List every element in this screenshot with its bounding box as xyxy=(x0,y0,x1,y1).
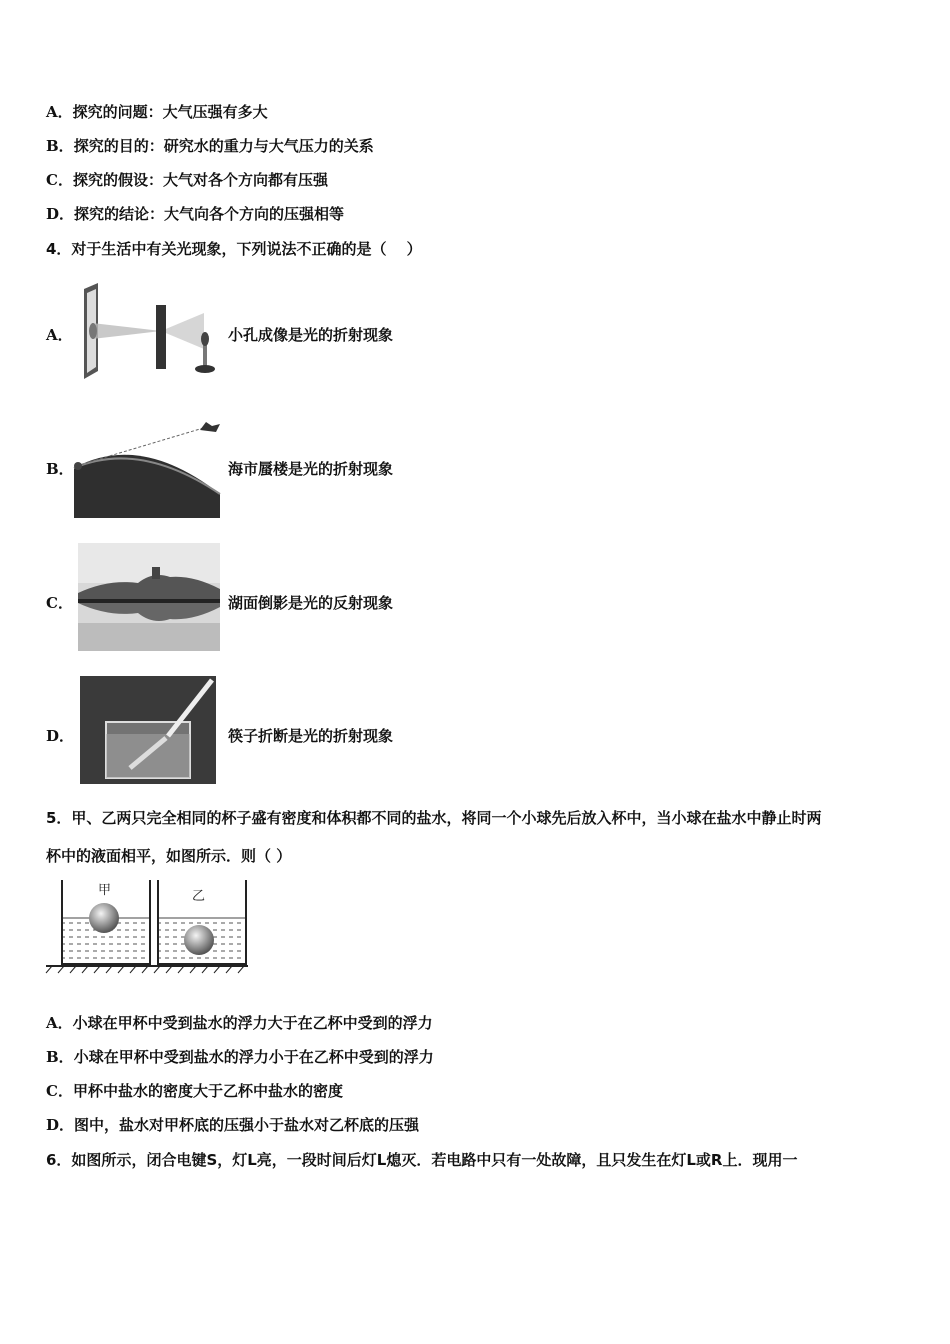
q5-stem-line2: 杯中的液面相平，如图所示．则（ ） xyxy=(46,847,292,865)
q3-option-c xyxy=(46,170,328,190)
water xyxy=(78,623,220,651)
cup-right-label: 乙 xyxy=(192,889,206,904)
option-letter: D． xyxy=(46,1116,75,1134)
option-letter: C． xyxy=(46,171,73,189)
cup-left-label: 甲 xyxy=(98,883,112,898)
q3-option-d xyxy=(46,204,344,224)
option-text: 探究的问题：大气压强有多大 xyxy=(72,103,268,121)
option-text: 小球在甲杯中受到盐水的浮力小于在乙杯中受到的浮力 xyxy=(73,1048,434,1066)
option-text: 探究的目的：研究水的重力与大气压力的关系 xyxy=(73,137,374,155)
pagoda xyxy=(152,567,160,579)
q4-stem: 4．对于生活中有关光现象，下列说法不正确的是（ ） xyxy=(46,240,422,258)
option-letter: D． xyxy=(46,205,75,223)
q4-option-c-letter: C． xyxy=(46,594,73,612)
two-cups-figure xyxy=(44,878,250,974)
q6-stem: 6．如图所示，闭合电键S，灯L亮，一段时间后灯L熄灭．若电路中只有一处故障，且只发生在灯L或R上．现用一 xyxy=(46,1151,798,1169)
lake-reflection-figure xyxy=(78,543,220,651)
q4-option-b-letter: B． xyxy=(46,460,74,478)
chopstick-figure xyxy=(80,676,216,784)
q5-option-a xyxy=(46,1013,433,1033)
ball-left xyxy=(89,903,119,933)
ball-right xyxy=(184,925,214,955)
mirage-image xyxy=(200,422,220,432)
q4-option-d-text: 筷子折断是光的折射现象 xyxy=(228,727,394,745)
q5-option-b xyxy=(46,1047,434,1067)
option-letter: A． xyxy=(46,1014,73,1032)
q3-option-a xyxy=(46,102,268,122)
mirage-figure xyxy=(70,412,226,518)
q5-option-c xyxy=(46,1081,343,1101)
q5-stem-line1: 5．甲、乙两只完全相同的杯子盛有密度和体积都不同的盐水，将同一个小球先后放入杯中，当小球在盐水中静止时两 xyxy=(46,809,822,827)
q4-option-d-letter: D． xyxy=(46,727,75,745)
q3-option-b xyxy=(46,136,374,156)
observer xyxy=(74,462,82,470)
option-text: 探究的结论：大气向各个方向的压强相等 xyxy=(74,205,345,223)
option-letter: C． xyxy=(46,1082,73,1100)
option-text: 图中，盐水对甲杯底的压强小于盐水对乙杯底的压强 xyxy=(74,1116,420,1134)
q4-option-b-text: 海市蜃楼是光的折射现象 xyxy=(228,460,394,478)
candle xyxy=(203,343,207,367)
earth-curve xyxy=(74,455,220,518)
option-text: 小球在甲杯中受到盐水的浮力大于在乙杯中受到的浮力 xyxy=(72,1014,433,1032)
option-letter: B． xyxy=(46,137,74,155)
option-letter: B． xyxy=(46,1048,74,1066)
q4-option-c-text: 湖面倒影是光的反射现象 xyxy=(228,594,394,612)
option-text: 甲杯中盐水的密度大于乙杯中盐水的密度 xyxy=(72,1082,343,1100)
q5-option-d xyxy=(46,1115,419,1135)
q4-option-a-text: 小孔成像是光的折射现象 xyxy=(228,326,394,344)
option-text: 探究的假设：大气对各个方向都有压强 xyxy=(72,171,328,189)
option-letter: A． xyxy=(46,103,73,121)
flame xyxy=(201,332,209,346)
pinhole-camera-figure xyxy=(76,283,222,381)
pinhole-board xyxy=(156,305,166,369)
q4-option-a-letter: A． xyxy=(46,326,73,344)
